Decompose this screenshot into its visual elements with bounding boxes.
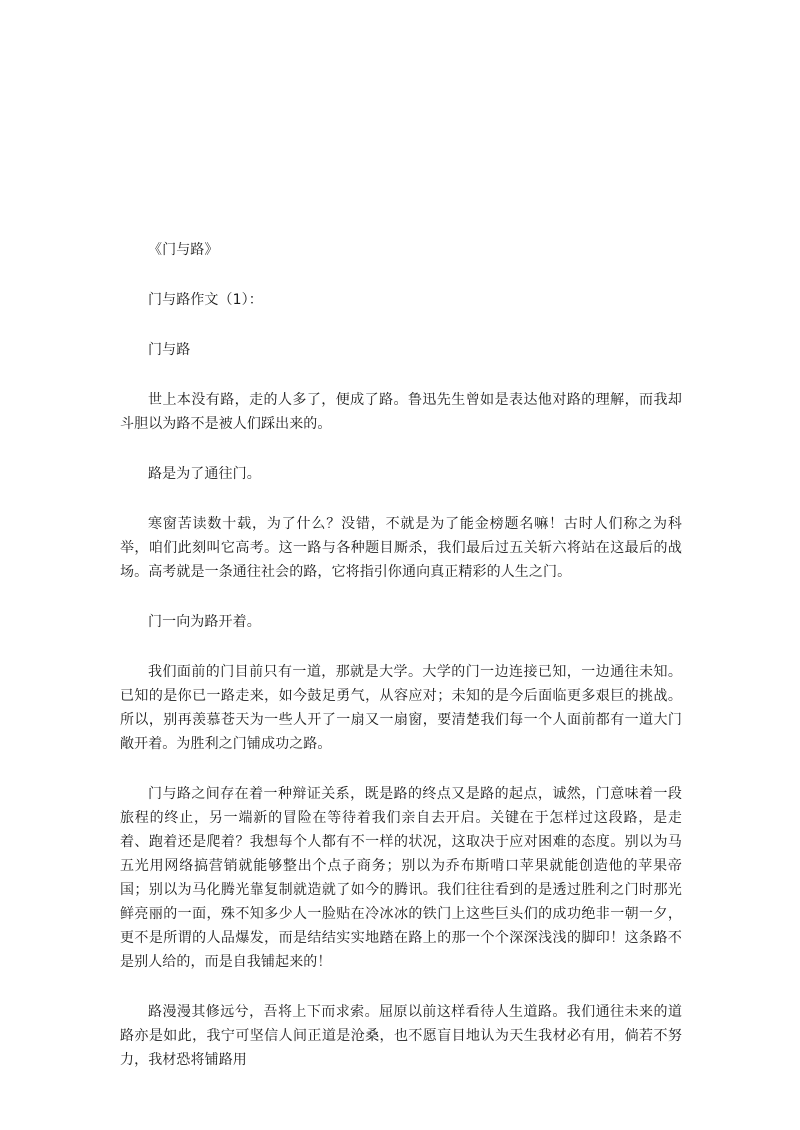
paragraph: 世上本没有路，走的人多了，便成了路。鲁迅先生曾如是表达他对路的理解，而我却斗胆以为路不是被人们踩出来的。	[120, 392, 682, 432]
paragraph: 路是为了通往门。	[148, 466, 261, 482]
paragraph: 门与路之间存在着一种辩证关系，既是路的终点又是路的起点，诚然，门意味着一段旅程的终止，另一端新的冒险在等待着我们亲自去开启。关键在于怎样过这段路，是走着、跑着还是爬着？我想每个人都有不一样的状况，这取决于应对困难的态度。别以为马五光用网络搞营销就能够整出个点子商务；别以为乔布斯啃口苹果就能创造他的苹果帝国；别以为马化腾光靠复制就造就了如今的腾讯。我们往往看到的是透过胜利之门时那光鲜亮丽的一面，殊不知多少人一脸贴在冷冰冰的铁门上这些巨头们的成功绝非一朝一夕，更不是所谓的人品爆发，而是结结实实地踏在路上的那一个个深深浅浅的脚印！这条路不是别人给的，而是自我铺起来的！	[120, 786, 682, 970]
paragraph: 门一向为路开着。	[148, 614, 261, 630]
paragraph: 寒窗苦读数十载，为了什么？没错，不就是为了能金榜题名嘛！古时人们称之为科举，咱们此刻叫它高考。这一路与各种题目厮杀，我们最后过五关斩六将站在这最后的战场。高考就是一条通往社会的路，它将指引你通向真正精彩的人生之门。	[120, 516, 682, 580]
essay-subtitle: 门与路	[148, 342, 191, 358]
paragraph: 我们面前的门目前只有一道，那就是大学。大学的门一边连接已知，一边通往未知。已知的是你已一路走来，如今鼓足勇气，从容应对；未知的是今后面临更多艰巨的挑战。所以，别再羡慕苍天为一些人开了一扇又一扇窗，要清楚我们每一个人面前都有一道大门敞开着。为胜利之门铺成功之路。	[120, 664, 682, 752]
essay-title: 《门与路》	[148, 242, 219, 258]
document-body	[120, 238, 682, 1098]
essay-heading: 门与路作文（1）：	[148, 292, 263, 308]
paragraph: 路漫漫其修远兮，吾将上下而求索。屈原以前这样看待人生道路。我们通往未来的道路亦是如此，我宁可坚信人间正道是沧桑，也不愿盲目地认为天生我材必有用，倘若不努力，我材恐将铺路用	[120, 1004, 682, 1068]
